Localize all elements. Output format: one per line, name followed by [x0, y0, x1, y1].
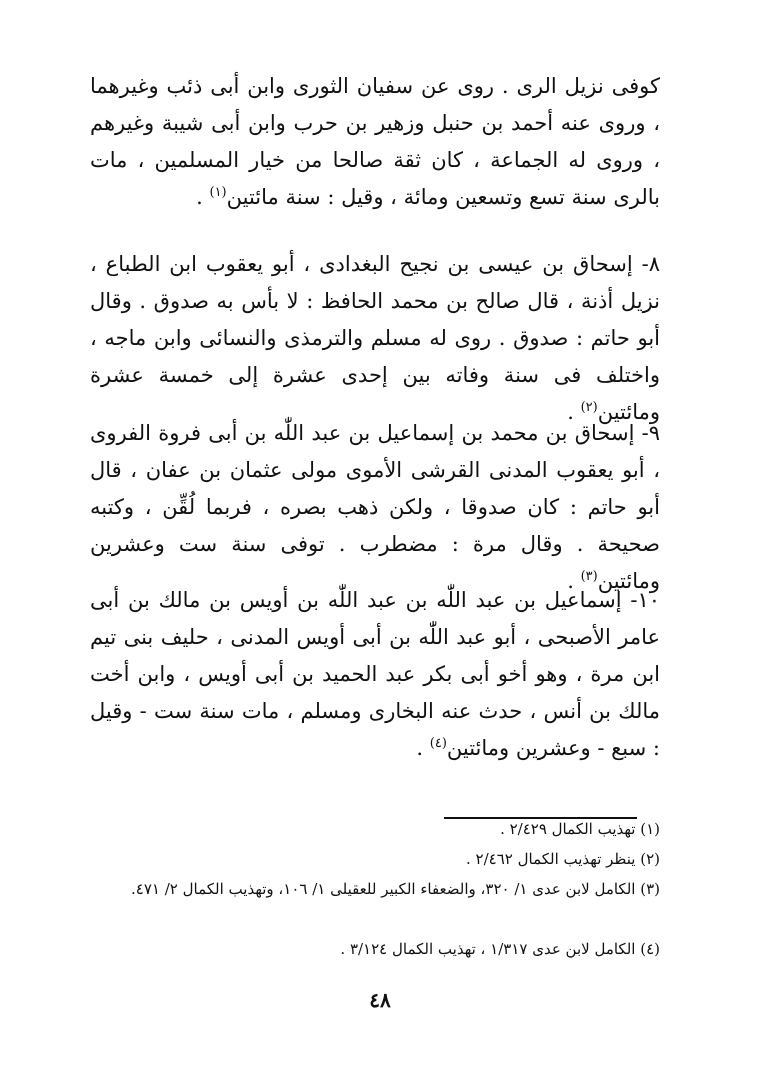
paragraph-3	[90, 415, 660, 600]
footnote-2: (٢) ينظر تهذيب الكمال ٢/٤٦٢ .	[466, 850, 660, 868]
footnote-ref-1[interactable]: (١)	[209, 185, 227, 200]
paragraph-1	[90, 68, 660, 216]
footnote-ref-2[interactable]: (٢)	[580, 400, 598, 415]
paragraph-3-end: .	[567, 569, 581, 593]
paragraph-2-end: .	[567, 400, 581, 424]
paragraph-3-text: ٩- إسحاق بن محمد بن إسماعيل بن عبد اللّٰه بن أبى فروة الفروى ، أبو يعقوب المدنى القرشى الأموى مولى عثمان بن عفان ، قال أبو حاتم : كان صدوقا ، ولكن ذهب بصره ، فربما لُقِّن ، وكتبه صحيحة . وقال مرة : مضطرب . توفى سنة ست وعشرين ومائتين	[90, 421, 660, 593]
paragraph-1-end: .	[196, 185, 210, 209]
paragraph-2	[90, 246, 660, 431]
paragraph-2-text: ٨- إسحاق بن عيسى بن نجيح البغدادى ، أبو يعقوب ابن الطباع ، نزيل أذنة ، قال صالح بن محمد الحافظ : لا بأس به صدوق . وقال أبو حاتم : صدوق . روى له مسلم والترمذى والنسائى وابن ماجه ، واختلف فى سنة وفاته بين إحدى عشرة إلى خمسة عشرة ومائتين	[90, 252, 660, 424]
page-number: ٤٨	[369, 988, 391, 1012]
footnote-3: (٣) الكامل لابن عدى ١/ ٣٢٠، والضعفاء الكبير للعقيلى ١/ ١٠٦، وتهذيب الكمال ٢/ ٤٧١.	[131, 880, 660, 898]
paragraph-4-text: ١٠- إسماعيل بن عبد اللّٰه بن عبد اللّٰه بن أويس بن مالك بن أبى عامر الأصبحى ، أبو عبد اللّٰه بن أبى أويس المدنى ، حليف بنى تيم ابن مرة ، وهو أخو أبى بكر عبد الحميد بن أبى أويس ، وابن أخت مالك بن أنس ، حدث عنه البخارى ومسلم ، مات سنة ست - وقيل : سبع - وعشرين ومائتين	[90, 588, 660, 760]
footnote-4: (٤) الكامل لابن عدى ١/٣١٧ ، تهذيب الكمال ٣/١٢٤ .	[340, 940, 660, 958]
footnote-ref-3[interactable]: (٣)	[580, 569, 598, 584]
footnote-1: (١) تهذيب الكمال ٢/٤٢٩ .	[500, 820, 660, 838]
paragraph-4-end: .	[416, 736, 430, 760]
paragraph-1-text: كوفى نزيل الرى . روى عن سفيان الثورى وابن أبى ذئب وغيرهما ، وروى عنه أحمد بن حنبل وزهير بن حرب وابن أبى شيبة وغيرهم ، وروى له الجماعة ، كان ثقة صالحا من خيار المسلمين ، مات بالرى سنة تسع وتسعين ومائة ، وقيل : سنة مائتين	[90, 74, 660, 209]
paragraph-4	[90, 582, 660, 767]
footnote-ref-4[interactable]: (٤)	[429, 736, 447, 751]
